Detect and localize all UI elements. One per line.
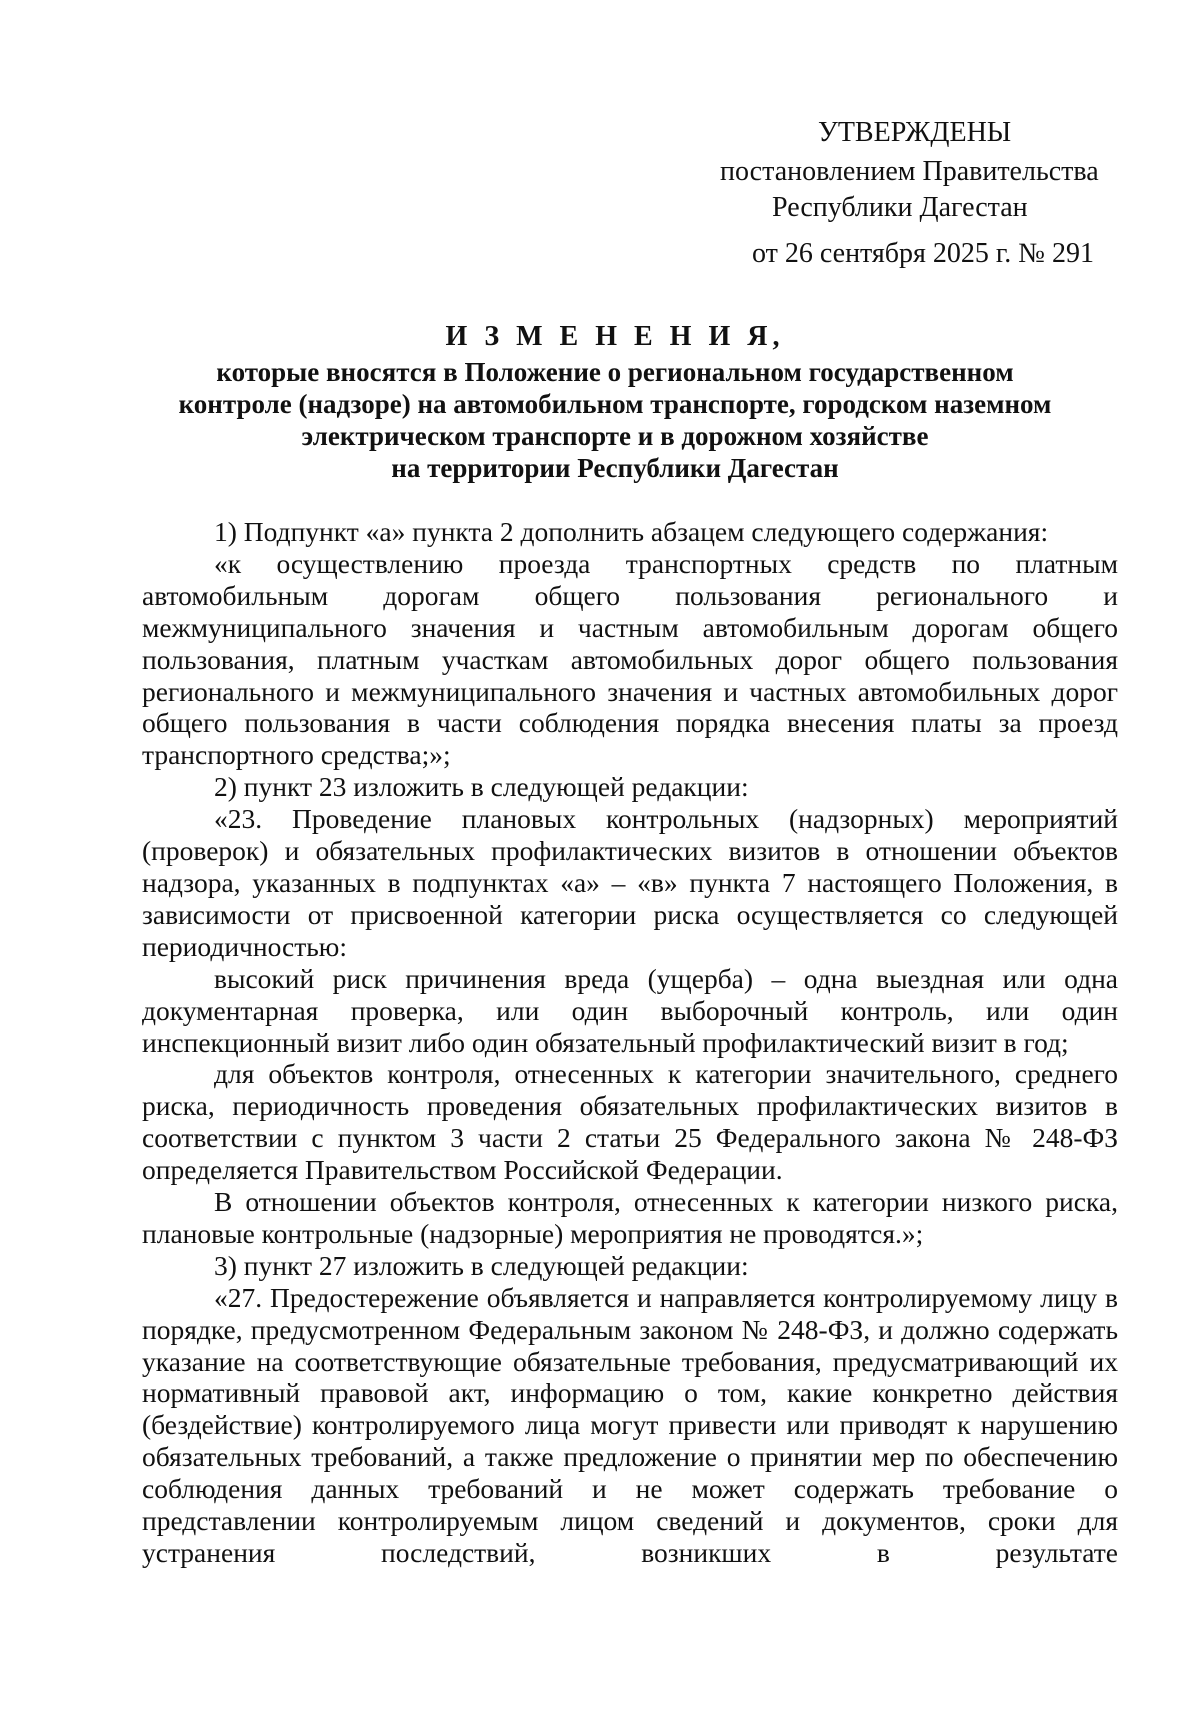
paragraph-6: для объектов контроля, отнесенных к категории значительного, среднего риска, периодичность проведения обязательных профилактических визитов в соответствии с пунктом 3 части 2 статьи 25 Федерального закона № 248-ФЗ определяется Правительством Российской Федерации. (142, 1058, 1118, 1186)
paragraph-2: «к осуществлению проезда транспортных средств по платным автомобильным дорогам общего пользования регионального и межмуниципального значения и частным автомобильным дорогам общего пользования, платным участкам автомобильных дорог общего пользования регионального и межмуниципального значения и частных автомобильных дорог общего пользования в части соблюдения порядка внесения платы за проезд транспортного средства;»; (142, 547, 1118, 771)
approval-republic: Республики Дагестан (772, 192, 1028, 223)
approval-date-number: от 26 сентября 2025 г. № 291 (752, 238, 1094, 269)
paragraph-9: «27. Предостережение объявляется и направляется контролируемому лицу в порядке, предусмотренном Федеральным законом № 248-ФЗ, и должно содержать указание на соответствующие обязательные требования, предусматривающий их нормативный правовой акт, информацию о том, какие конкретно действия (бездействие) контролируемого лица могут привести или приводят к нарушению обязательных требований, а также предложение о принятии мер по обеспечению соблюдения данных требований и не может содержать требование о представлении контролируемым лицом сведений и документов, сроки для устранения последствий, возникших в результате (142, 1281, 1118, 1568)
approval-title: УТВЕРЖДЕНЫ (818, 117, 1012, 148)
heading-line-1: которые вносятся в Положение о региональном государственном (216, 357, 1014, 387)
paragraph-4: «23. Проведение плановых контрольных (надзорных) мероприятий (проверок) и обязательных профилактических визитов в отношении объектов надзора, указанных в подпунктах «а» – «в» пункта 7 настоящего Положения, в зависимости от присвоенной категории риска осуществляется со следующей периодичностью: (142, 803, 1118, 962)
approval-stamp (700, 112, 1120, 272)
paragraph-1: 1) Подпункт «а» пункта 2 дополнить абзацем следующего содержания: (214, 516, 1049, 547)
heading-line-3: электрическом транспорте и в дорожном хозяйстве (301, 421, 929, 451)
paragraph-7: В отношении объектов контроля, отнесенных к категории низкого риска, плановые контрольные (надзорные) мероприятия не проводятся.»; (142, 1186, 1118, 1249)
document-title: И З М Е Н Е Н И Я, (445, 321, 785, 352)
paragraph-3: 2) пункт 23 изложить в следующей редакции: (214, 771, 749, 803)
heading-line-2: контроле (надзоре) на автомобильном транспорте, городском наземном (178, 389, 1052, 419)
paragraph-8: 3) пункт 27 изложить в следующей редакции: (214, 1249, 749, 1281)
document-heading (130, 320, 1100, 484)
approval-decree: постановлением Правительства (720, 156, 1099, 187)
heading-line-4: на территории Республики Дагестан (391, 453, 839, 483)
document-body (142, 516, 1118, 1569)
paragraph-5: высокий риск причинения вреда (ущерба) – одна выездная или одна документарная проверка, или один выборочный контроль, или один инспекционный визит либо один обязательный профилактический визит в год; (142, 962, 1118, 1058)
